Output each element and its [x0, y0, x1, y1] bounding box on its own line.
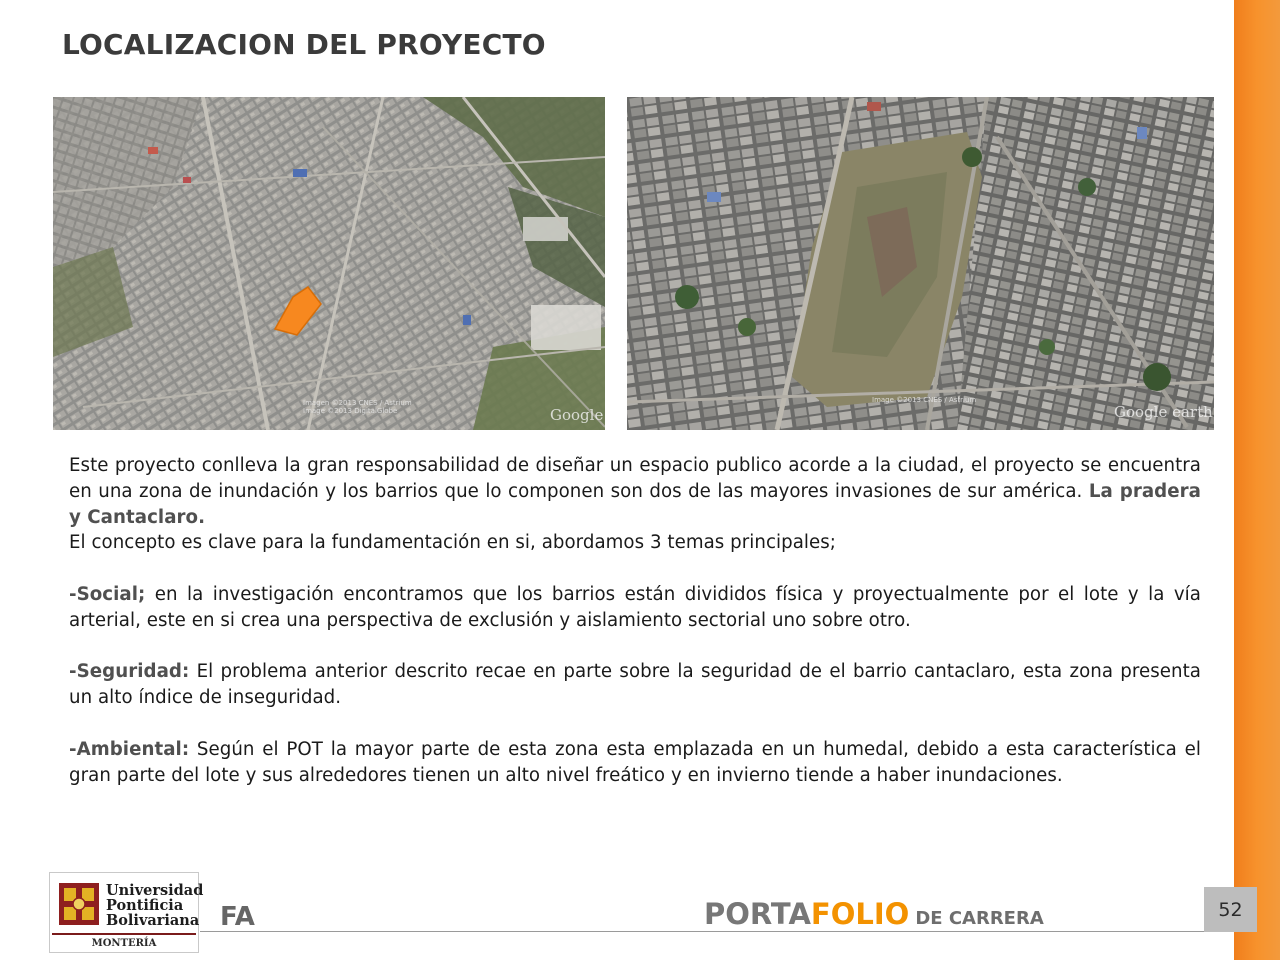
logo-wordmark: [106, 883, 203, 928]
environment-label: -Ambiental:: [69, 738, 190, 760]
project-description: [69, 453, 1201, 788]
environment-text: Según el POT la mayor parte de esta zona esta emplazada en un humedal, debido a esta característica el gran parte del lote y sus alrededores tienen un alto nivel freático y en invierno tiende a haber inundaciones.: [69, 738, 1201, 786]
aerial-map-right: [627, 97, 1214, 430]
map-credit-line: Imagen ©2013 CNES / Astrium: [303, 399, 412, 407]
portfolio-brand: [704, 897, 1044, 931]
logo-line: Pontificia: [106, 897, 184, 914]
map-credit-line: Image ©2013 DigitalGlobe: [303, 407, 398, 415]
brand-porta: PORTA: [704, 897, 811, 931]
page-title: LOCALIZACION DEL PROYECTO: [62, 28, 546, 61]
logo-line: Universidad: [106, 882, 204, 899]
map-credit-line: Image ©2013 CNES / Astrium: [872, 396, 977, 404]
intro-highlight: La pradera y Cantaclaro.: [69, 480, 1201, 528]
intro-text: Este proyecto conlleva la gran responsabilidad de diseñar un espacio publico acorde a la ciudad, el proyecto se encuentra en una zona de inundación y los barrios que lo componen son dos de las mayores invasiones de sur américa.: [69, 455, 1201, 502]
security-text: El problema anterior descrito recae en parte sobre la seguridad de el barrio cantaclaro, esta zona presenta un alto índice de inseguridad.: [69, 661, 1201, 709]
page-number: 52: [1204, 887, 1257, 932]
faculty-label: FA: [220, 902, 255, 932]
university-crest-icon: [55, 879, 103, 929]
logo-city: MONTERÍA: [91, 938, 157, 949]
brand-folio: FOLIO: [810, 897, 910, 931]
aerial-map-left: [53, 97, 605, 430]
footer-divider: [200, 931, 1230, 932]
social-label: -Social;: [69, 583, 146, 605]
orange-side-bar: [1234, 0, 1280, 960]
concept-paragraph: El concepto es clave para la fundamentación en si, abordamos 3 temas principales;: [69, 532, 836, 554]
security-paragraph: [69, 659, 1201, 711]
university-logo: [49, 872, 204, 953]
google-logo: Google: [550, 406, 604, 424]
environment-paragraph: [69, 737, 1201, 789]
google-earth-logo: Google earth: [1114, 403, 1213, 421]
security-label: -Seguridad:: [69, 661, 190, 683]
brand-de-carrera: DE CARRERA: [915, 908, 1044, 929]
intro-paragraph: [69, 453, 1201, 530]
logo-line: Bolivariana: [106, 912, 200, 929]
social-text: en la investigación encontramos que los barrios están divididos física y proyectualmente por el lote y la vía arterial, este en si crea una perspectiva de exclusión y aislamiento sectorial uno sobre otro.: [69, 583, 1201, 631]
social-paragraph: [69, 582, 1201, 634]
